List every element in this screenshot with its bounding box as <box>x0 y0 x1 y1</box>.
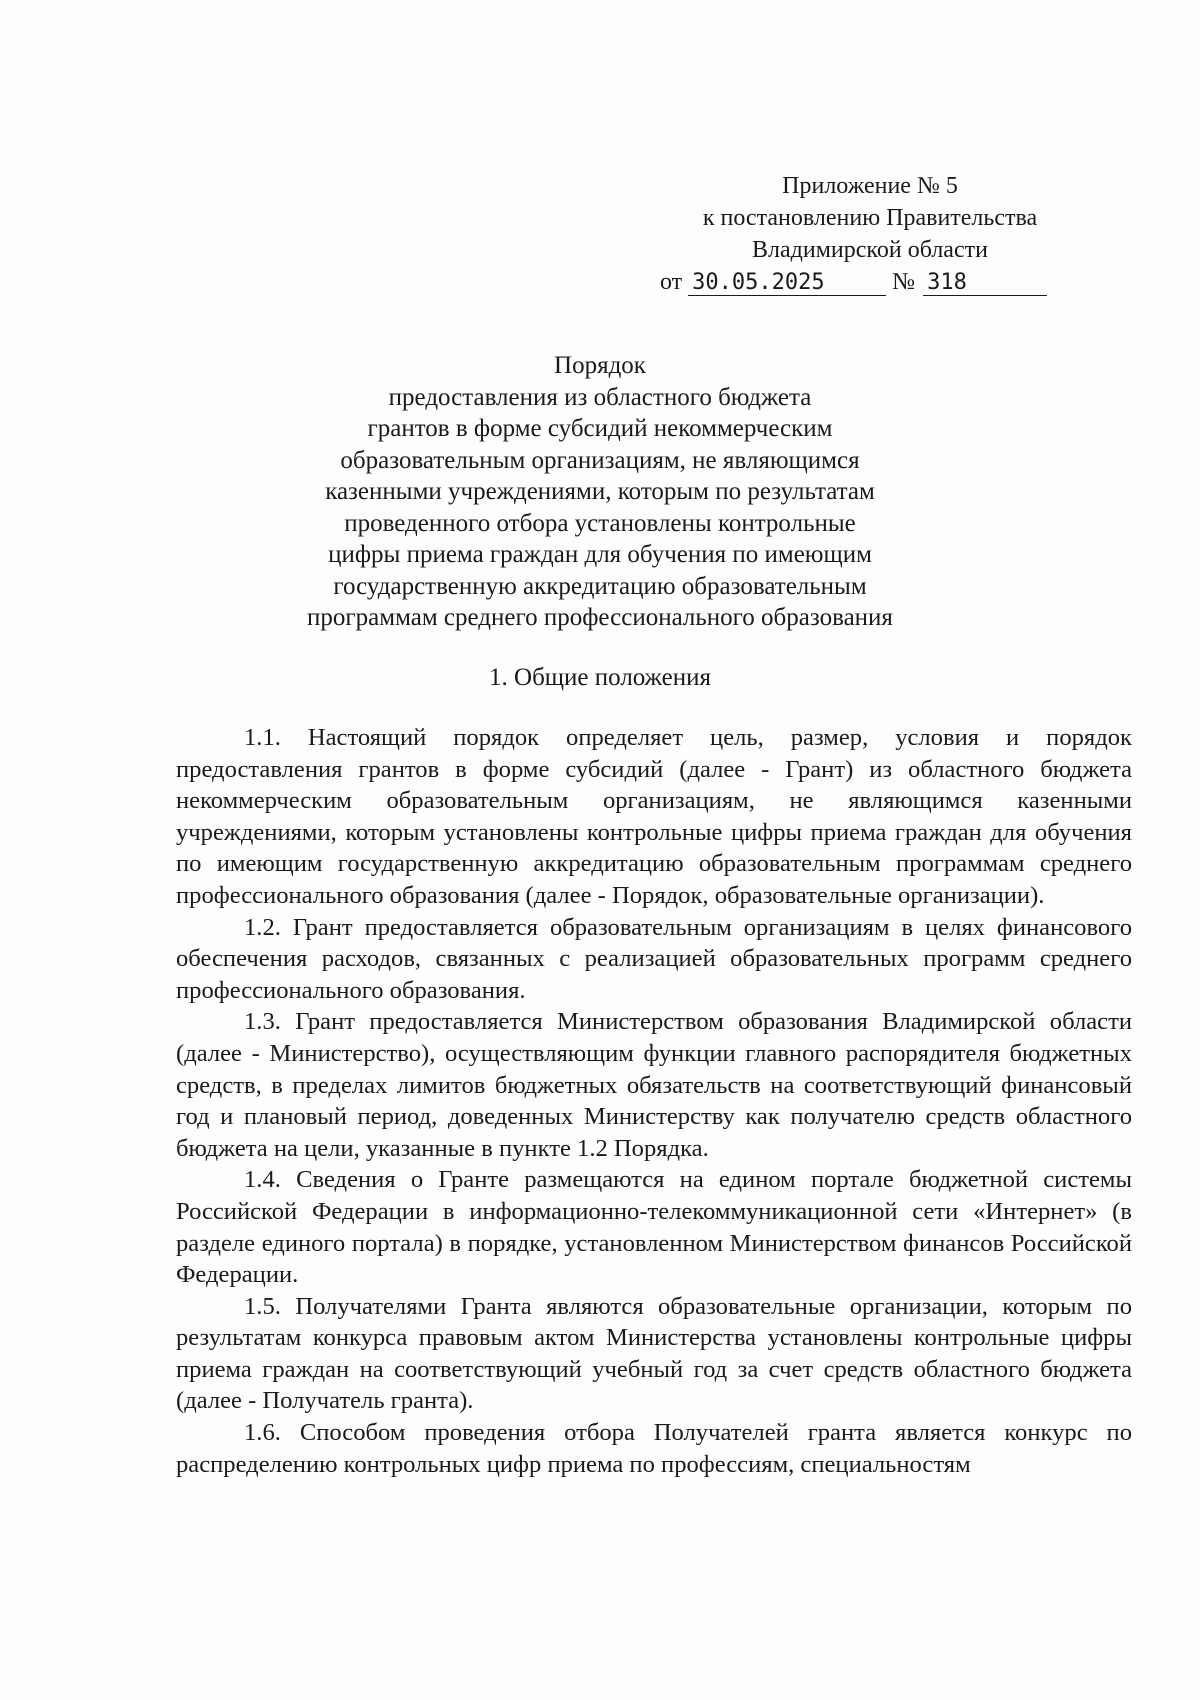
appendix-reference <box>660 170 1080 298</box>
appendix-date-line <box>660 266 1080 298</box>
appendix-number: Приложение № 5 <box>782 173 958 199</box>
title-line: образовательным организациям, не являющимся <box>340 446 860 474</box>
date-prefix: от <box>660 269 683 295</box>
appendix-region: Владимирской области <box>752 237 988 263</box>
number-prefix: № <box>892 269 916 295</box>
document-title <box>240 350 960 634</box>
title-line: грантов в форме субсидий некоммерческим <box>367 415 833 442</box>
title-line: казенными учреждениями, которым по результатам <box>325 478 875 505</box>
paragraph-1-1: 1.1. Настоящий порядок определяет цель, размер, условия и порядок предоставления грантов в форме субсидий (далее - Грант) из областного бюджета некоммерческим образовательным организациям, не являющимся казенными учреждениями, которым установлены контрольные цифры приема граждан для обучения по имеющим государственную аккредитацию образовательным программам среднего профессионального образования (далее - Порядок, образовательные организации). <box>176 724 1132 909</box>
resolution-date: 30.05.2025 <box>688 271 886 296</box>
paragraph-1-4: 1.4. Сведения о Гранте размещаются на едином портале бюджетной системы Российской Федерации в информационно-телекоммуникационной сети «Интернет» (в разделе единого портала) в порядке, установленном Министерством финансов Российской Федерации. <box>176 1166 1132 1289</box>
paragraph-1-2: 1.2. Грант предоставляется образовательным организациям в целях финансового обеспечения расходов, связанных с реализацией образовательных программ среднего профессионального образования. <box>176 913 1132 1004</box>
paragraph-1-5: 1.5. Получателями Гранта являются образовательные организации, которым по результатам конкурса правовым актом Министерства установлены контрольные цифры приема граждан на соответствующий учебный год за счет средств областного бюджета (далее - Получатель гранта). <box>176 1292 1132 1415</box>
title-line: государственную аккредитацию образовательным <box>333 572 867 600</box>
title-heading: Порядок <box>554 352 646 379</box>
resolution-number: 318 <box>923 271 1047 296</box>
title-line: программам среднего профессионального образования <box>307 604 893 631</box>
section-body <box>176 722 1132 1480</box>
appendix-resolution-ref: к постановлению Правительства <box>702 205 1038 231</box>
section-heading: 1. Общие положения <box>489 664 711 691</box>
title-line: цифры приема граждан для обучения по имеющим <box>328 541 872 568</box>
title-line: предоставления из областного бюджета <box>388 383 812 411</box>
paragraph-1-3: 1.3. Грант предоставляется Министерством образования Владимирской области (далее - Министерство), осуществляющим функции главного распорядителя бюджетных средств, в пределах лимитов бюджетных обязательств на соответствующий финансовый год и плановый период, доведенных Министерству как получателю средств областного бюджета на цели, указанные в пункте 1.2 Порядка. <box>176 1008 1132 1162</box>
title-line: проведенного отбора установлены контрольные <box>344 509 856 537</box>
paragraph-1-6: 1.6. Способом проведения отбора Получателей гранта является конкурс по распределению контрольных цифр приема по профессиям, специальностям <box>176 1419 1132 1478</box>
